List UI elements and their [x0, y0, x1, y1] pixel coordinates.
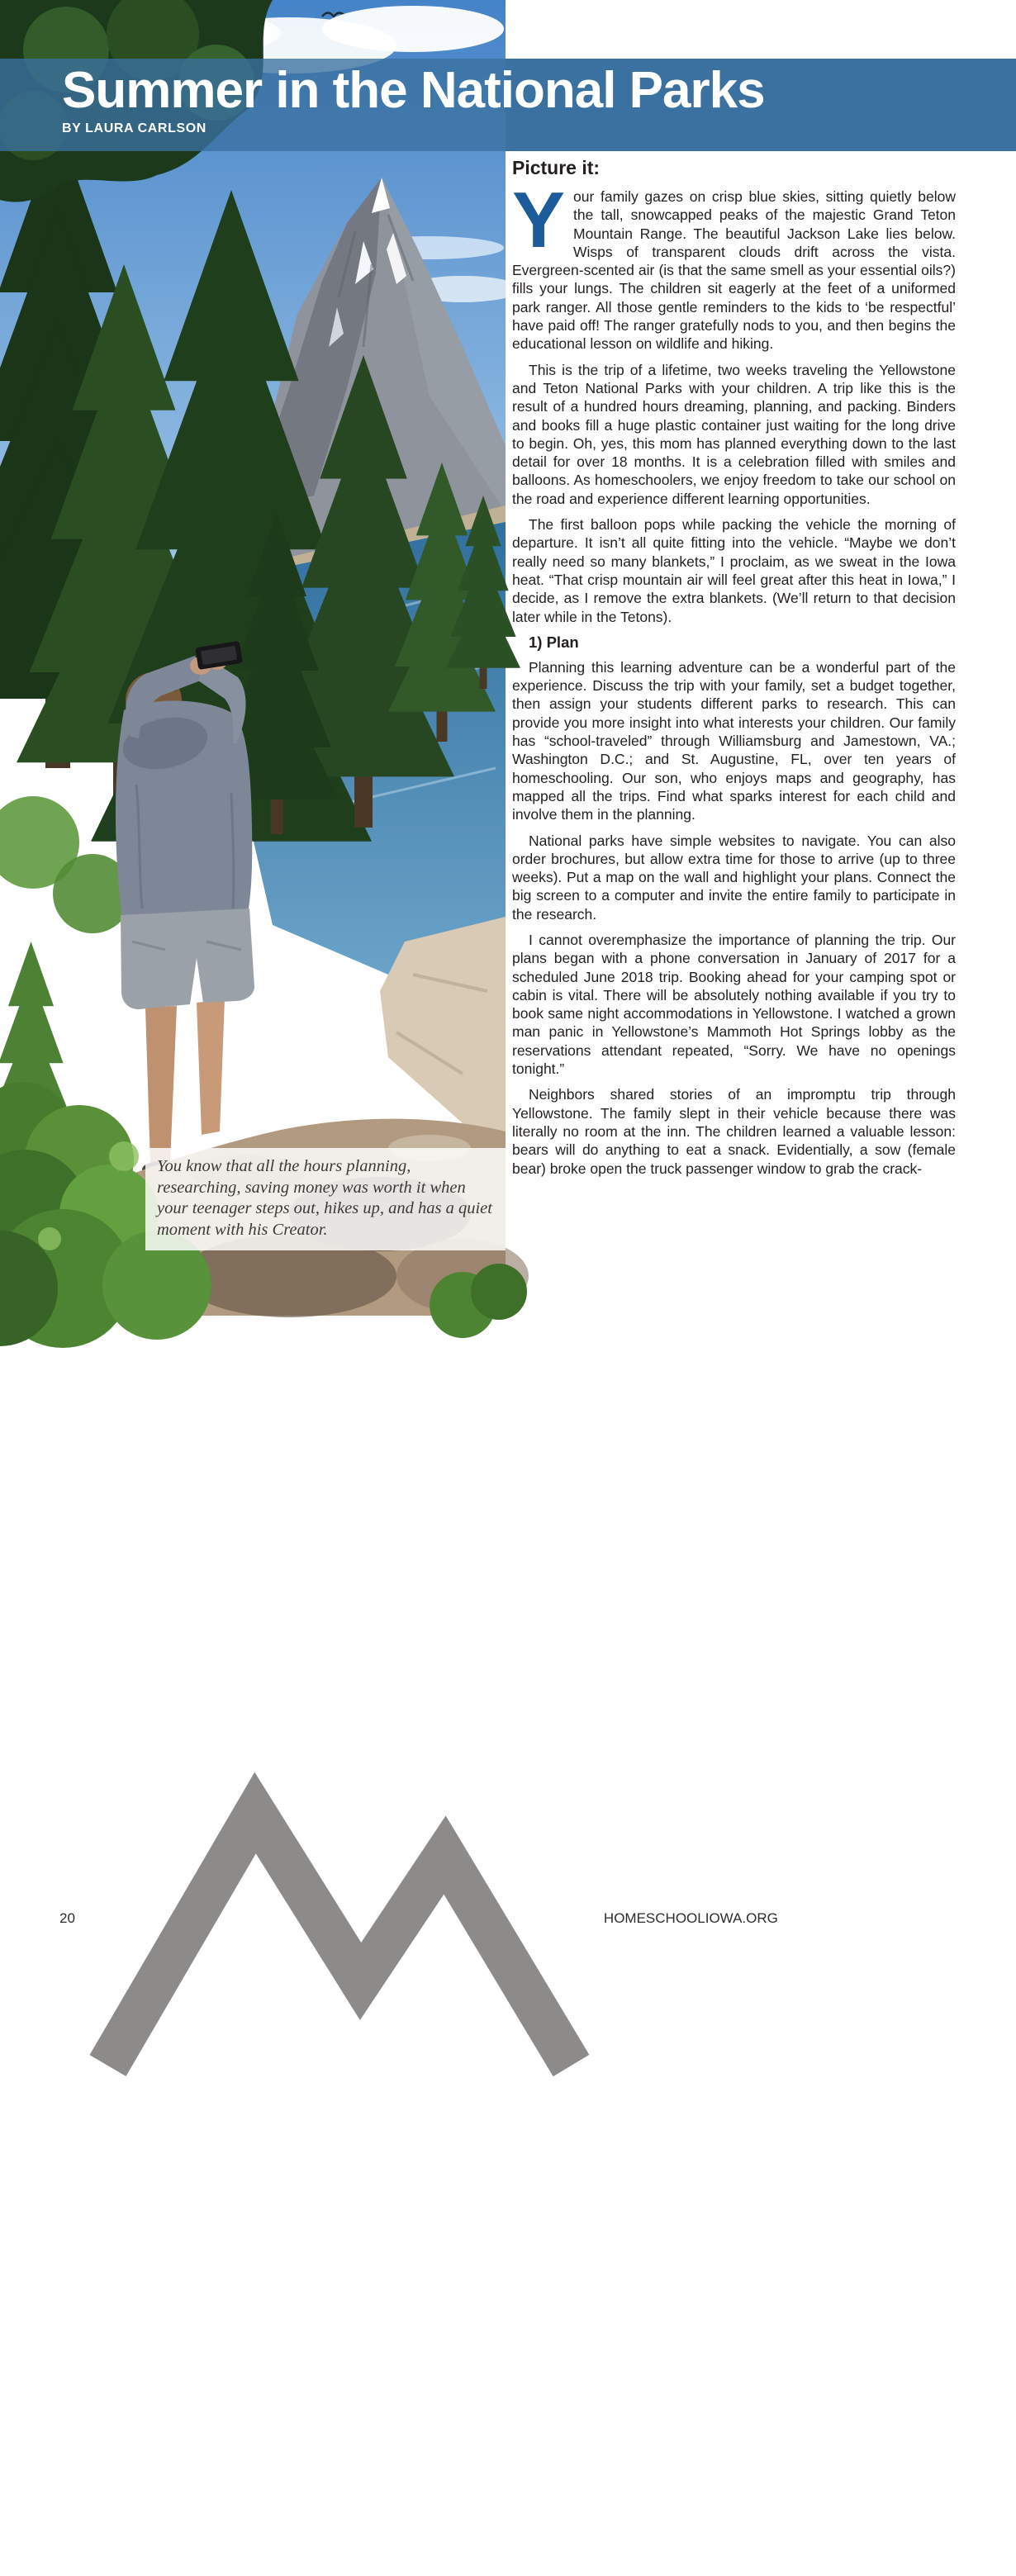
lede-text: our family gazes on crisp blue skies, sitting quietly below the tall, snowcapped peaks of the majestic Grand Teton Mountain Range. The beautiful Jackson Lake lies below. Wisps of transparent clouds drift across the vista. Evergreen-scented air (is that the same smell as your essential oils?) fills your lungs. The children sit eagerly at the feet of a uniformed park ranger. All those gentle reminders to the kids to ‘be respectful’ have paid off! The ranger gratefully nods to you, and then begins the educational lesson on wildlife and hiking.	[512, 188, 956, 353]
section-heading: Picture it:	[512, 157, 601, 178]
byline: BY LAURA CARLSON	[62, 121, 207, 135]
page-footer	[59, 1260, 778, 2576]
paragraph-5: National parks have simple websites to navigate. You can also order brochures, but allow extra time for those to arrive (up to three weeks). Put a map on the wall and highlight your plans. Connect the big screen to a computer and invite the entire family to participate in the research.	[512, 832, 956, 923]
photo-caption: You know that all the hours planning, researching, saving money was worth it when your teenager steps out, hikes up, and has a quiet moment with his Creator.	[145, 1148, 506, 1250]
site-url[interactable]: HOMESCHOOLIOWA.ORG	[603, 1909, 778, 1926]
paragraph-2: This is the trip of a lifetime, two weeks traveling the Yellowstone and Teton National Parks with your children. A trip like this is the result of a hundred hours dreaming, planning, and packing. Binders and books fill a huge plastic container just waiting for the long drive to begin. Oh, yes, this mom has planned everything down to the last detail for over 18 months. It is a celebration filled with smiles and balloons. As homeschoolers, we enjoy freedom to take our school on the road and experience different learning opportunities.	[512, 361, 956, 507]
page-number: 20	[59, 1909, 75, 1926]
drop-cap: Y	[512, 176, 566, 264]
article-body	[512, 157, 956, 1185]
lede-paragraph	[512, 176, 956, 353]
paragraph-3: The first balloon pops while packing the vehicle the morning of departure. It isn’t all quite fitting into the vehicle. “Maybe we don’t really need so many blankets,” I proclaim, as we sweat in the Iowa heat. “That crisp mountain air will feel great after this heat in Iowa,” I decide, as I remove the extra blankets. (We’ll return to that decision later while in the Tetons).	[512, 516, 956, 625]
paragraph-7: Neighbors shared stories of an impromptu trip through Yellowstone. The family slept in their vehicle because there was literally no room at the inn. The children learned a valuable lesson: bears will do anything to eat a snack. Evidentially, a sow (female bear) broke open the truck passenger window to grab the crack-	[512, 1086, 956, 1177]
article-title: Summer in the National Parks	[62, 62, 765, 119]
hiker-figure	[116, 641, 254, 1178]
paragraph-6: I cannot overemphasize the importance of planning the trip. Our plans began with a phone conversation in January of 2017 for a scheduled June 2018 trip. Booking ahead for your camping spot or cabin is vital. There will be absolutely nothing available if you try to book same night accommodations in Yellowstone. I watched a grown man panic in Yellowstone’s Mammoth Hot Springs lobby as the reservations attendant repeated, “Sorry. We have no openings tonight.”	[512, 931, 956, 1078]
paragraph-4: Planning this learning adventure can be a wonderful part of the experience. Discuss the trip with your family, set a budget together, then assign your students different parks to research. This can provide you more insight into what interests your children. Our family has “school-traveled” through Williamsburg and Jamestown, VA.; Washington D.C.; and St. Augustine, FL, over ten years of homeschooling. Our son, who enjoys maps and geography, has mapped all the trips. Find what sparks interest for each child and involve them in the planning.	[512, 658, 956, 823]
subheading-plan: 1) Plan	[529, 633, 579, 651]
mountain-divider-icon	[87, 1260, 592, 2576]
forest-photo-illustration	[0, 0, 506, 1316]
title-band	[0, 59, 1016, 151]
